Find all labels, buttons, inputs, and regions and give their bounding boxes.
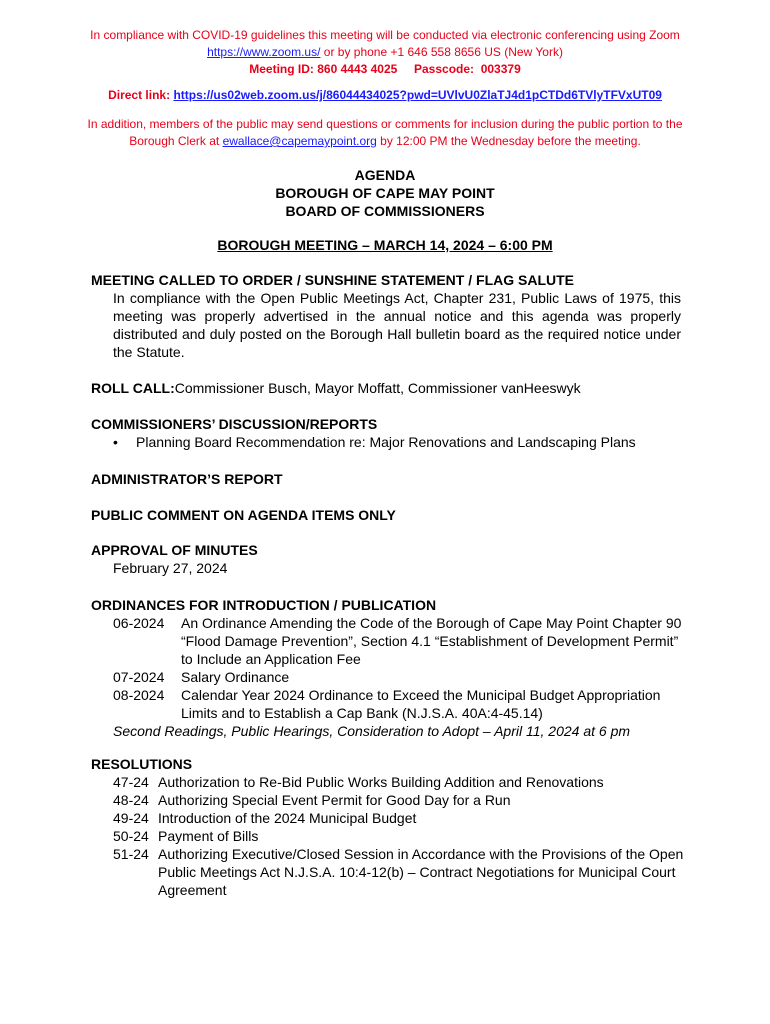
sunshine-statement: In compliance with the Open Public Meetings Act, Chapter 231, Public Laws of 1975, this meeting was properly advertised in the annual notice and this agenda was properly distributed and duly posted on the Borough Hall bulletin board as the required notice under the Statute. — [113, 290, 681, 360]
resolution-text: Authorization to Re-Bid Public Works Building Addition and Renovations — [158, 774, 604, 790]
minutes-section — [91, 541, 691, 577]
ordinance-text: Calendar Year 2024 Ordinance to Exceed the Municipal Budget Appropriation Limits and to Establish a Cap Bank (N.J.S.A. 40A:4-45.14) — [181, 687, 661, 721]
section-title: MEETING CALLED TO ORDER / SUNSHINE STATEMENT / FLAG SALUTE — [91, 272, 575, 288]
board-name: BOARD OF COMMISSIONERS — [285, 203, 485, 219]
notice-phone-line — [40, 44, 730, 61]
ordinance-number: 06-2024 — [113, 615, 165, 631]
administrator-section — [91, 470, 691, 488]
ordinances-section — [91, 596, 691, 740]
list-item — [113, 433, 691, 451]
ordinance-text: Salary Ordinance — [181, 669, 290, 685]
ordinance-row — [113, 686, 691, 722]
second-readings-note: Second Readings, Public Hearings, Consideration to Adopt – April 11, 2024 at 6 pm — [113, 723, 631, 739]
ordinance-number: 08-2024 — [113, 687, 165, 703]
discussion-section — [91, 415, 691, 451]
resolution-number: 49-24 — [113, 810, 149, 826]
resolutions-section — [91, 755, 691, 899]
notice-line: In compliance with COVID-19 guidelines this meeting will be conducted via electronic conferencing using Zoom — [90, 28, 680, 42]
resolution-number: 50-24 — [113, 828, 149, 844]
section-title: COMMISSIONERS’ DISCUSSION/REPORTS — [91, 416, 378, 432]
public-comment-section — [91, 506, 691, 524]
zoom-link[interactable]: https://www.zoom.us/ — [207, 45, 321, 59]
resolution-number: 51-24 — [113, 846, 149, 862]
resolution-row — [113, 809, 691, 827]
comments-notice — [40, 116, 730, 150]
section-title: ADMINISTRATOR’S REPORT — [91, 471, 283, 487]
ordinance-text: An Ordinance Amending the Code of the Borough of Cape May Point Chapter 90 “Flood Damage Prevention”, Section 4.1 “Establishment of Development Permit” to Include an Application Fee — [181, 615, 682, 667]
roll-call-members: Commissioner Busch, Mayor Moffatt, Commissioner vanHeeswyk — [174, 380, 581, 396]
resolution-row — [113, 773, 691, 791]
section-title: RESOLUTIONS — [91, 756, 193, 772]
meeting-id: Meeting ID: 860 4443 4025 Passcode: 003379 — [249, 62, 521, 76]
direct-link-line — [40, 87, 730, 104]
resolution-number: 47-24 — [113, 774, 149, 790]
resolution-text: Authorizing Executive/Closed Session in Accordance with the Provisions of the Open Public Meetings Act N.J.S.A. 10:4-12(b) – Contract Negotiations for Municipal Court Agreement — [158, 846, 684, 898]
resolution-row — [113, 791, 691, 809]
resolution-text: Authorizing Special Event Permit for Good Day for a Run — [158, 792, 511, 808]
call-to-order-section — [91, 271, 691, 361]
bullet: • — [113, 434, 118, 450]
ordinance-row — [113, 668, 691, 686]
clerk-email-link[interactable]: ewallace@capemaypoint.org — [222, 134, 377, 148]
meeting-title: BOROUGH MEETING – MARCH 14, 2024 – 6:00 PM — [217, 237, 553, 253]
discussion-item: Planning Board Recommendation re: Major Renovations and Landscaping Plans — [136, 434, 636, 450]
notice-phone-text: or by phone +1 646 558 8656 US (New York) — [320, 45, 563, 59]
borough-name: BOROUGH OF CAPE MAY POINT — [275, 185, 495, 201]
zoom-notice — [40, 27, 730, 78]
section-title: APPROVAL OF MINUTES — [91, 542, 258, 558]
roll-call-section — [91, 379, 691, 397]
section-title: ROLL CALL: — [91, 380, 175, 396]
ordinance-row — [113, 614, 691, 668]
comments-line: In addition, members of the public may send questions or comments for inclusion during the public portion to the — [87, 117, 683, 131]
resolution-text: Payment of Bills — [158, 828, 259, 844]
section-title: PUBLIC COMMENT ON AGENDA ITEMS ONLY — [91, 507, 396, 523]
agenda-title: AGENDA — [354, 167, 416, 183]
agenda-header — [0, 166, 770, 220]
minutes-date: February 27, 2024 — [113, 560, 228, 576]
direct-link-label: Direct link: — [108, 88, 174, 102]
resolution-text: Introduction of the 2024 Municipal Budget — [158, 810, 417, 826]
section-title: ORDINANCES FOR INTRODUCTION / PUBLICATION — [91, 597, 437, 613]
resolution-row — [113, 845, 691, 899]
ordinance-number: 07-2024 — [113, 669, 165, 685]
comments-line-2: Borough Clerk at ewallace@capemaypoint.org by 12:00 PM the Wednesday before the meeting. — [129, 134, 641, 148]
resolution-row — [113, 827, 691, 845]
direct-link[interactable]: https://us02web.zoom.us/j/86044434025?pwd=UVlvU0ZlaTJ4d1pCTDd6TVlyTFVxUT09 — [173, 88, 662, 102]
resolution-number: 48-24 — [113, 792, 149, 808]
